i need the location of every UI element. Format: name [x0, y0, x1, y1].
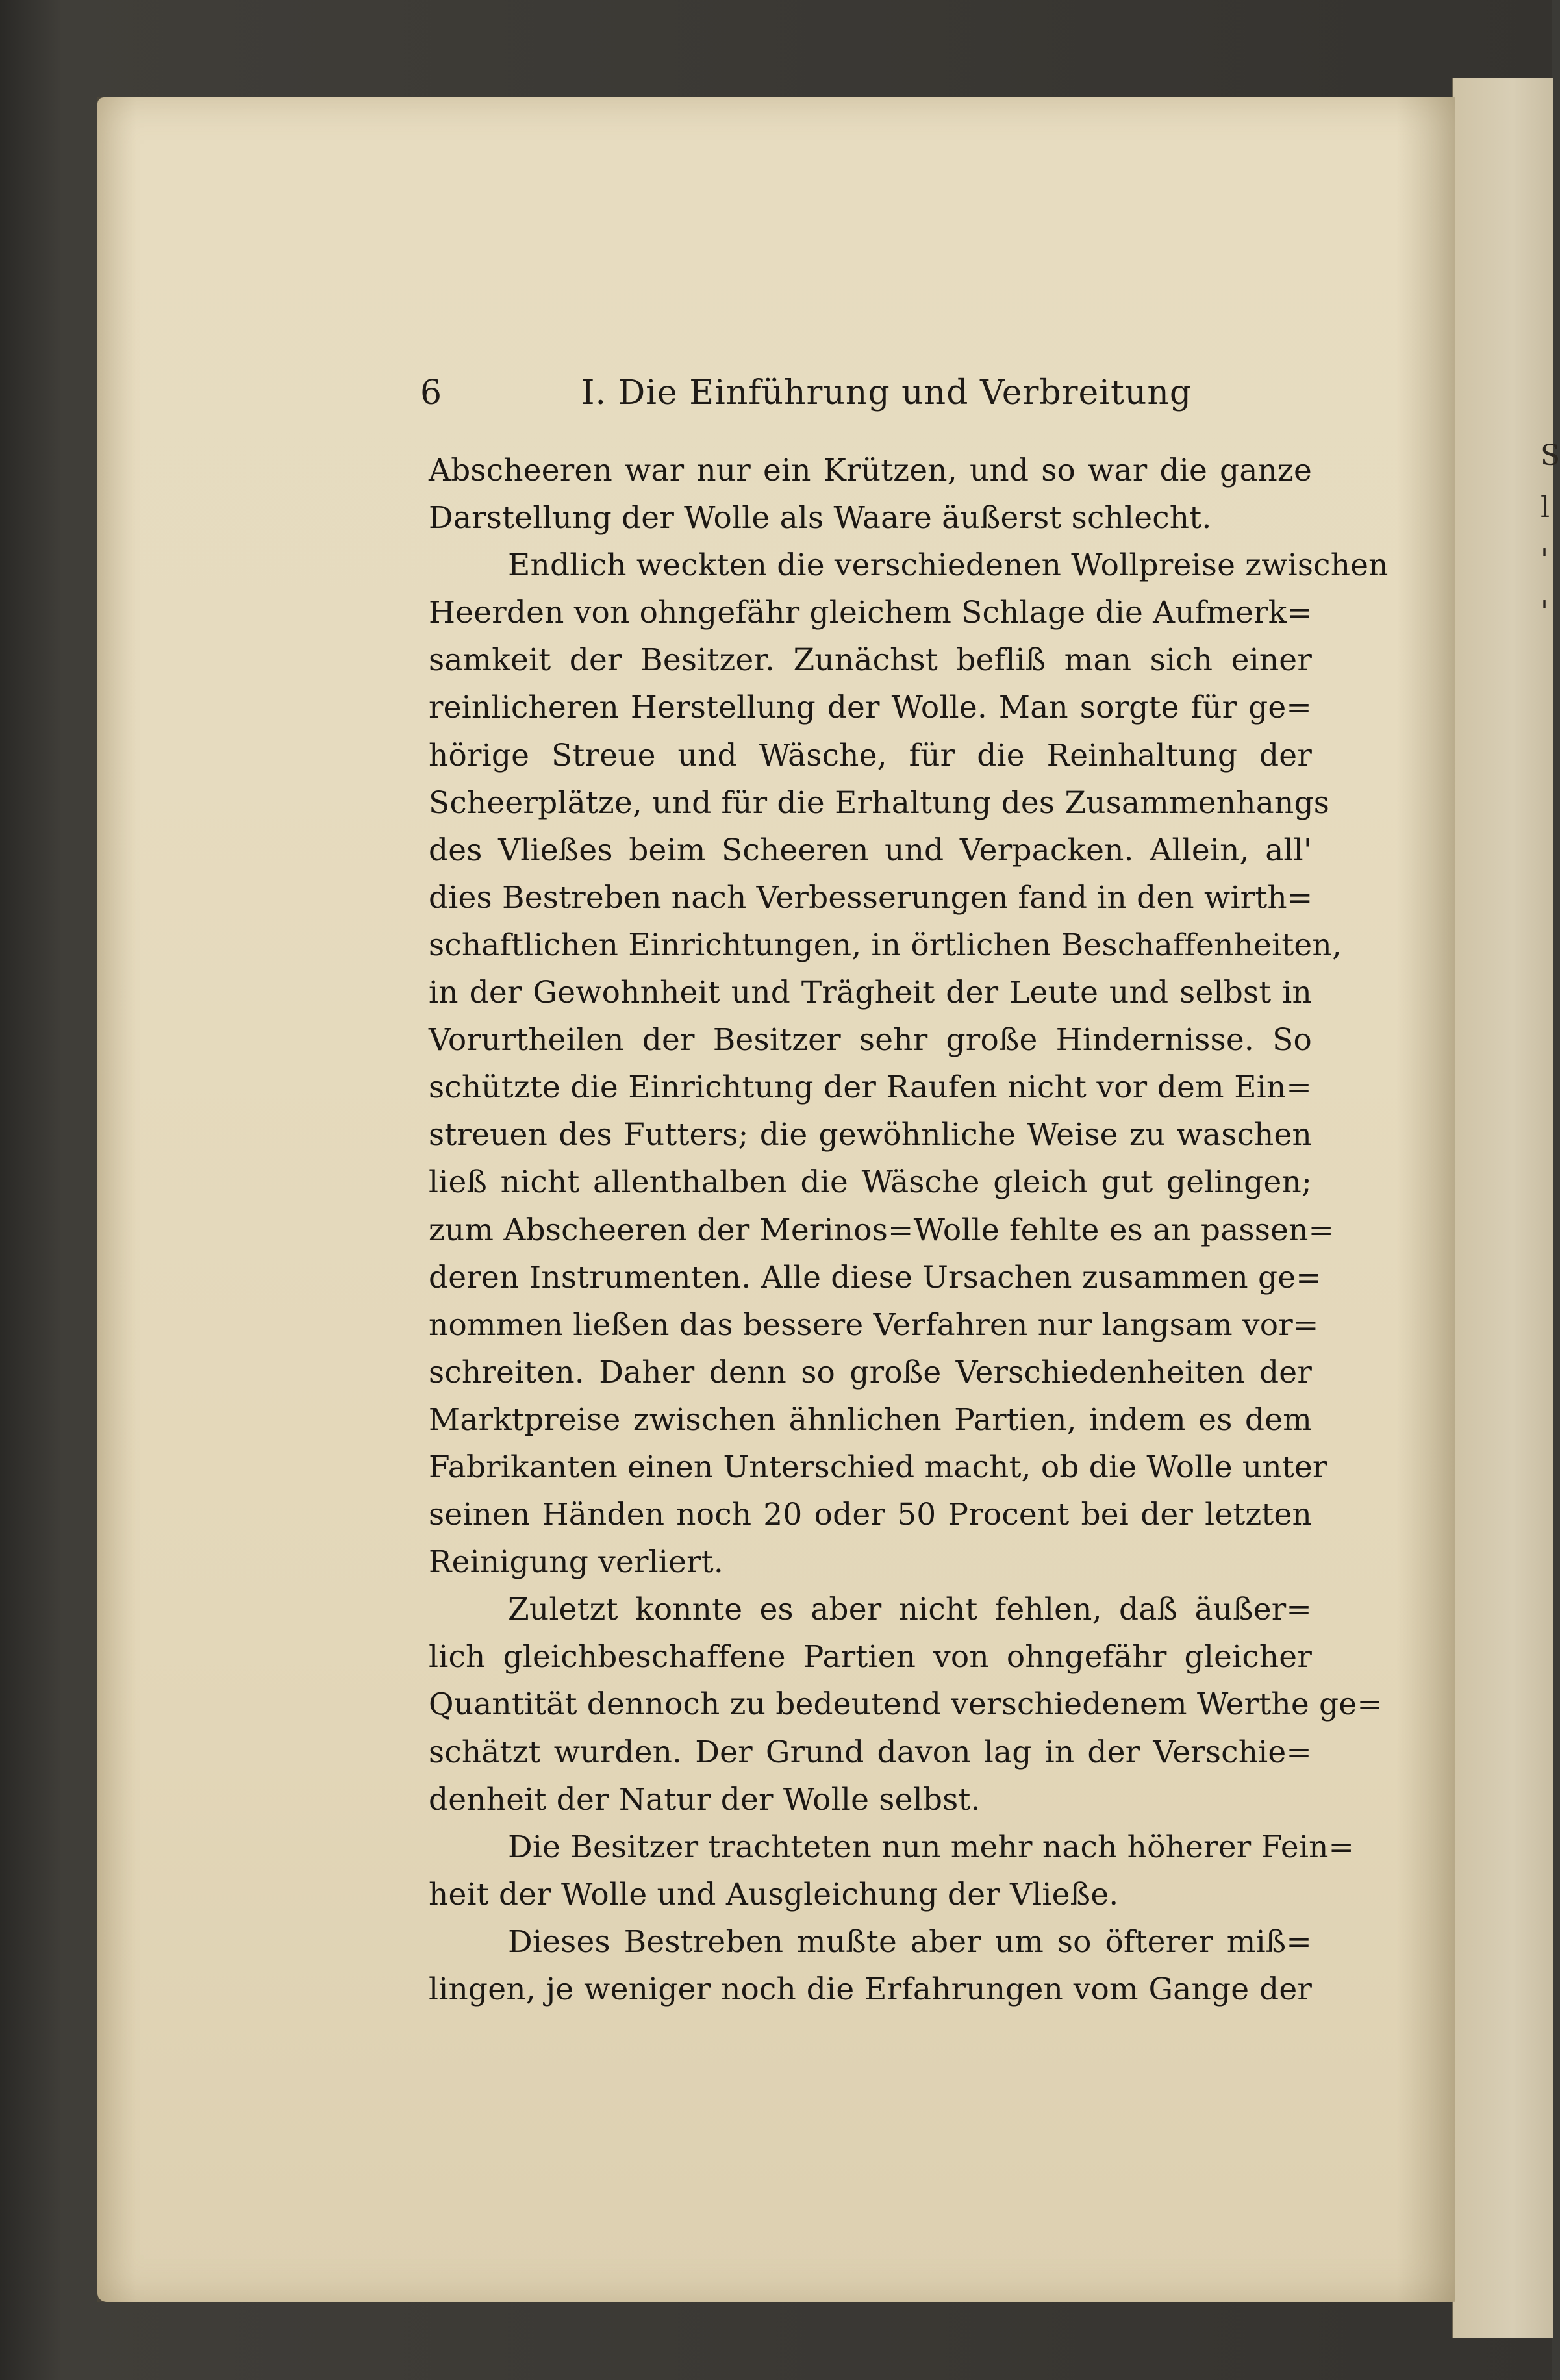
text-line: schätzt wurden. Der Grund davon lag in der Verschie= — [429, 1734, 1312, 1770]
text-line: dies Bestreben nach Verbesserungen fand in den wirth= — [429, 879, 1313, 916]
text-line: Heerden von ohngefähr gleichem Schlage die Aufmerk= — [429, 595, 1313, 631]
text-line: Marktpreise zwischen ähnlichen Partien, indem es dem — [429, 1401, 1312, 1438]
text-line: Fabrikanten einen Unterschied macht, ob die Wolle unter — [429, 1449, 1327, 1485]
text-line: des Vließes beim Scheeren und Verpacken. Allein, all' — [429, 832, 1312, 868]
text-line: Zuletzt konnte es aber nicht fehlen, daß äußer= — [508, 1592, 1312, 1628]
text-line: heit der Wolle und Ausgleichung der Vließe. — [429, 1876, 1119, 1912]
facing-page-fragment: l — [1541, 491, 1550, 524]
text-line: Scheerplätze, und für die Erhaltung des Zusammenhangs — [429, 784, 1330, 821]
text-line: hörige Streue und Wäsche, für die Reinhaltung der — [429, 737, 1312, 773]
text-line: schützte die Einrichtung der Raufen nicht vor dem Ein= — [429, 1070, 1312, 1106]
facing-page-edge — [1452, 78, 1560, 2338]
facing-page-fragment: ' — [1541, 543, 1549, 576]
text-line: nommen ließen das bessere Verfahren nur langsam vor= — [429, 1307, 1319, 1343]
text-line: denheit der Natur der Wolle selbst. — [429, 1781, 981, 1818]
text-line: Abscheeren war nur ein Krützen, und so war die ganze — [429, 453, 1312, 488]
text-line: zum Abscheeren der Merinos=Wolle fehlte es an passen= — [429, 1212, 1335, 1248]
text-line: ließ nicht allenthalben die Wäsche gleich gut gelingen; — [429, 1164, 1312, 1201]
text-line: schreiten. Daher denn so große Verschiedenheiten der — [429, 1354, 1312, 1390]
text-line: Reinigung verliert. — [429, 1544, 723, 1581]
page-number: 6 — [420, 373, 443, 412]
facing-page-fragment: S — [1541, 439, 1560, 472]
facing-page-fragment: ' — [1541, 595, 1549, 628]
text-line: lich gleichbeschaffene Partien von ohngefähr gleicher — [429, 1639, 1312, 1675]
text-line: deren Instrumenten. Alle diese Ursachen zusammen ge= — [429, 1259, 1322, 1296]
text-line: streuen des Futters; die gewöhnliche Weise zu waschen — [429, 1117, 1312, 1153]
page-header — [325, 373, 1312, 419]
text-line: reinlicheren Herstellung der Wolle. Man sorgte für ge= — [429, 690, 1312, 726]
text-line: Quantität dennoch zu bedeutend verschiedenem Werthe ge= — [429, 1686, 1383, 1723]
text-line: Endlich weckten die verschiedenen Wollpreise zwischen — [508, 547, 1389, 584]
running-head: I. Die Einführung und Verbreitung — [581, 373, 1192, 412]
text-line: lingen, je weniger noch die Erfahrungen vom Gange der — [429, 1972, 1312, 2007]
text-line: seinen Händen noch 20 oder 50 Procent bei der letzten — [429, 1497, 1312, 1533]
text-line: in der Gewohnheit und Trägheit der Leute und selbst in — [429, 975, 1312, 1011]
text-line: Die Besitzer trachteten nun mehr nach höherer Fein= — [508, 1829, 1355, 1865]
text-line: samkeit der Besitzer. Zunächst befliß man sich einer — [429, 642, 1312, 679]
body-text — [429, 447, 1389, 2013]
text-line: Vorurtheilen der Besitzer sehr große Hindernisse. So — [429, 1022, 1312, 1058]
text-line: Dieses Bestreben mußte aber um so öfterer miß= — [508, 1923, 1312, 1960]
text-line: Darstellung der Wolle als Waare äußerst schlecht. — [429, 500, 1212, 536]
text-line: schaftlichen Einrichtungen, in örtlichen Beschaffenheiten, — [429, 927, 1342, 963]
